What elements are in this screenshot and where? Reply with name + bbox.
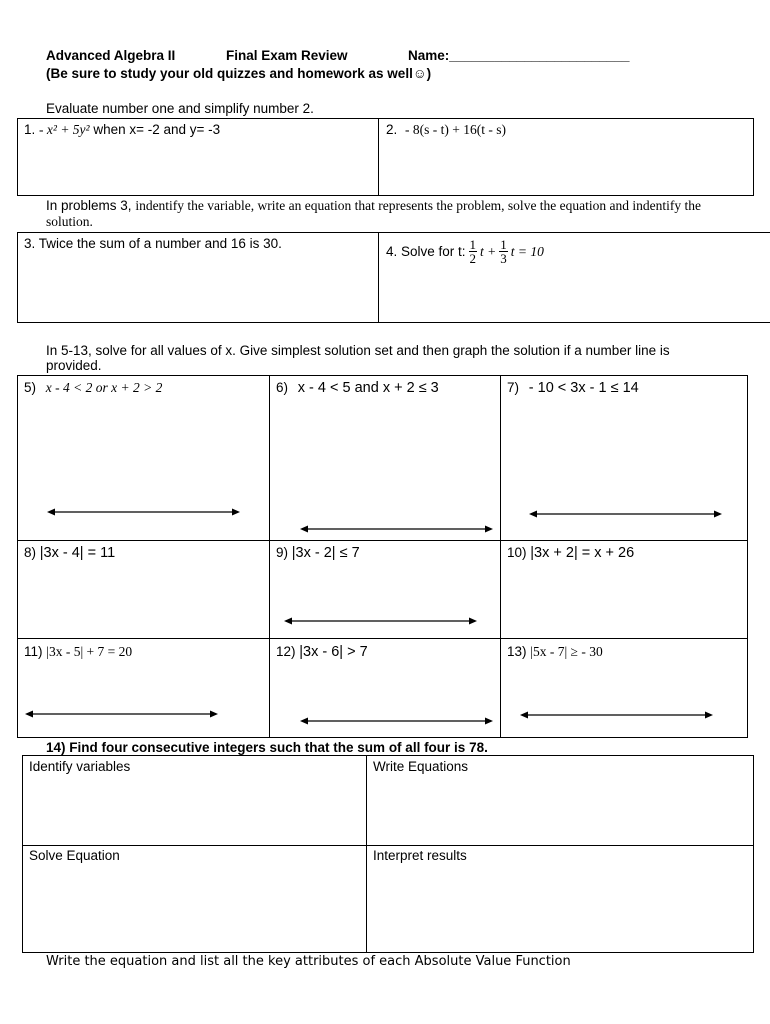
problem-4: 4. Solve for t: $\frac{1}{2}$ t + $\frac{1}{3}$ t = 10 bbox=[386, 237, 544, 266]
problem-1-text: when x= -2 and y= -3 bbox=[93, 122, 221, 137]
cell-identify-variables: Identify variables bbox=[29, 759, 131, 774]
problem-1-expression: - x² + 5y² bbox=[39, 122, 90, 137]
problem-7: 7) - 10 < 3x - 1 ≤ 14 bbox=[507, 380, 639, 396]
problem-3: 3. Twice the sum of a number and 16 is 30. bbox=[24, 236, 282, 251]
section1-instruction: Evaluate number one and simplify number 2. bbox=[46, 101, 314, 116]
number-line-6 bbox=[300, 523, 493, 535]
problem-11: 11) |3x - 5| + 7 = 20 bbox=[24, 644, 133, 659]
number-line-7 bbox=[529, 508, 722, 520]
fraction-one-half: $\frac{1}{2}$ bbox=[469, 237, 477, 266]
problem-10: 10) |3x + 2| = x + 26 bbox=[507, 545, 635, 561]
problem-1-number: 1. bbox=[24, 122, 36, 137]
cell-write-equations: Write Equations bbox=[373, 759, 469, 774]
section2-instruction: In problems 3, indentify the variable, write an equation that represents the problem, solve the equation and indentify the solution. bbox=[46, 198, 702, 229]
number-line-12 bbox=[300, 715, 493, 727]
fraction-one-third: $\frac{1}{3}$ bbox=[500, 237, 507, 266]
problem-2-expression: - 8(s - t) + 16(t - s) bbox=[405, 122, 506, 137]
footer-instruction: Write the equation and list all the key attributes of each Absolute Value Function bbox=[46, 954, 571, 969]
problem-5: 5) x - 4 < 2 or x + 2 > 2 bbox=[24, 380, 163, 395]
name-field-label: Name:________________________ bbox=[408, 48, 630, 63]
exam-title: Final Exam Review bbox=[226, 48, 348, 63]
problem-13: 13) |5x - 7| ≥ - 30 bbox=[507, 644, 603, 659]
cell-interpret-results: Interpret results bbox=[373, 848, 467, 863]
problem-1 bbox=[18, 120, 226, 140]
section3-instruction: In 5-13, solve for all values of x. Give simplest solution set and then graph the solution if a number line is provided. bbox=[46, 343, 670, 373]
cell-solve-equation: Solve Equation bbox=[29, 848, 120, 863]
problem-9: 9) |3x - 2| ≤ 7 bbox=[276, 545, 360, 561]
number-line-9 bbox=[284, 615, 477, 627]
problem-12: 12) |3x - 6| > 7 bbox=[276, 644, 368, 660]
study-reminder: (Be sure to study your old quizzes and homework as well☺) bbox=[46, 66, 432, 81]
problem-2-number: 2. bbox=[386, 122, 398, 137]
number-line-13 bbox=[520, 709, 713, 721]
problem-14-title: 14) Find four consecutive integers such that the sum of all four is 78. bbox=[46, 740, 488, 755]
problem-2 bbox=[380, 120, 512, 140]
problem-6: 6) x - 4 < 5 and x + 2 ≤ 3 bbox=[276, 380, 439, 396]
number-line-5 bbox=[47, 506, 240, 518]
number-line-11 bbox=[25, 708, 218, 720]
problem-8: 8) |3x - 4| = 11 bbox=[24, 545, 116, 561]
course-title: Advanced Algebra II bbox=[46, 48, 176, 63]
